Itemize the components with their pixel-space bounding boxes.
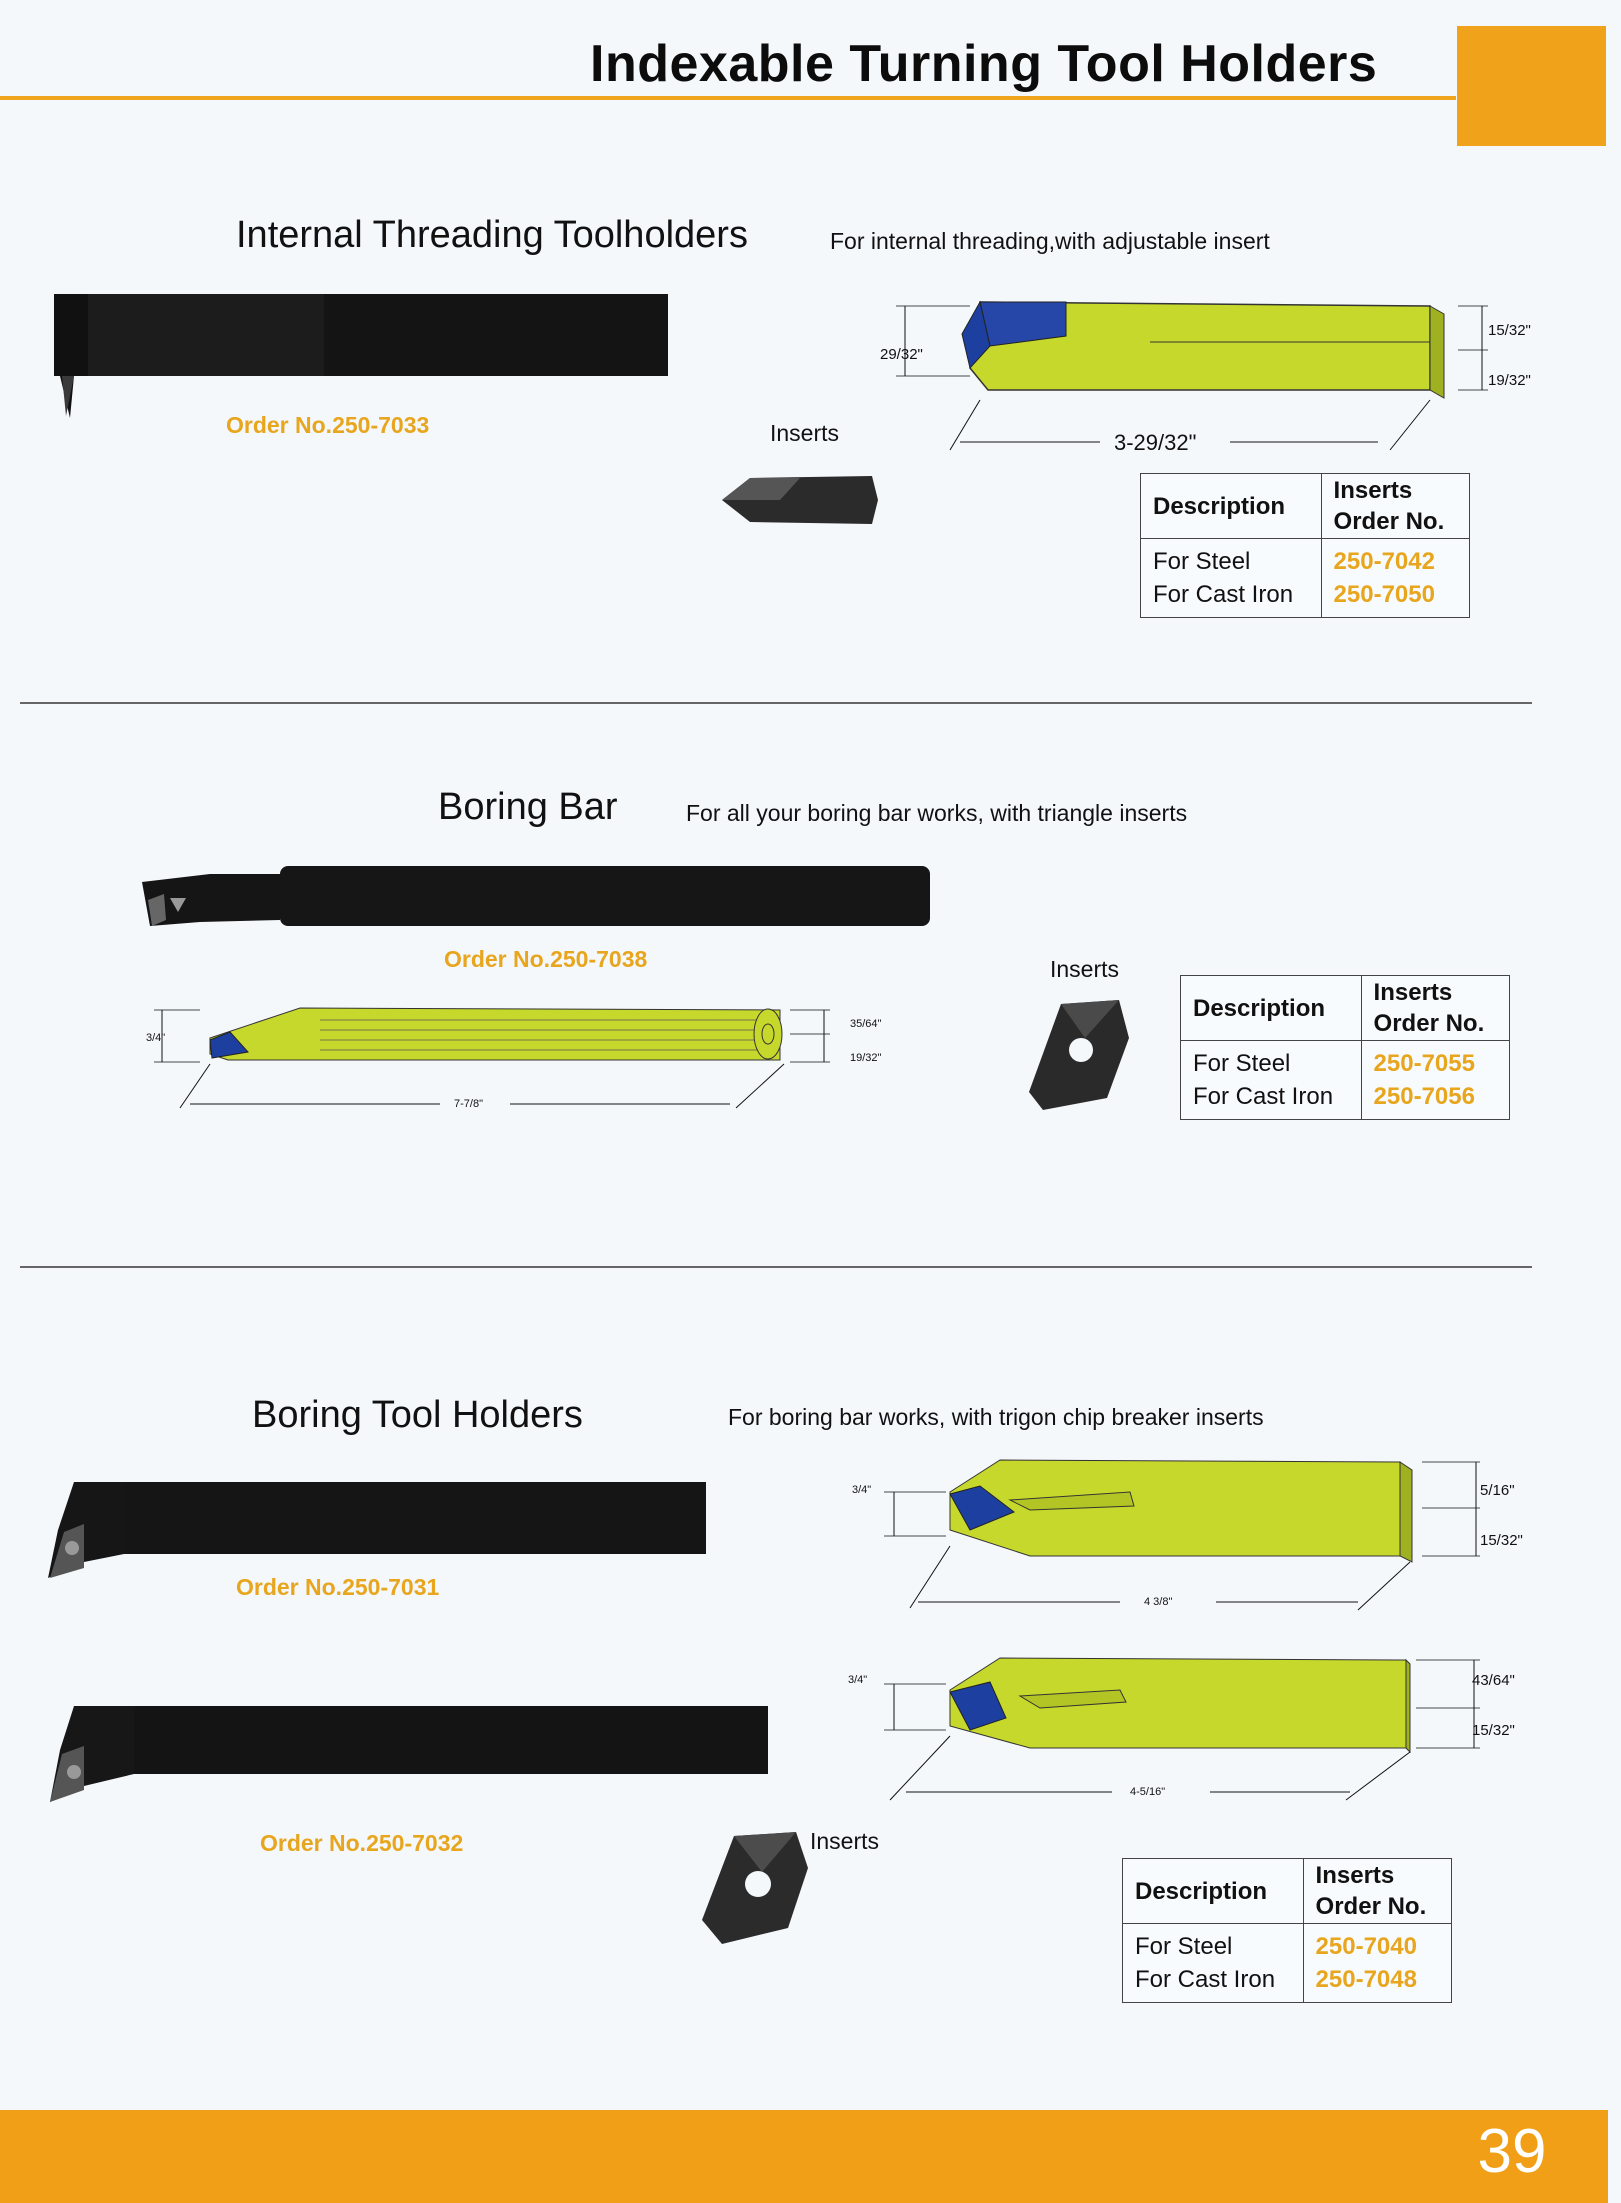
dim-bottom-section1: 19/32": [1488, 372, 1531, 389]
table-header-inserts: Inserts: [1333, 477, 1413, 504]
table-header-description: Description: [1181, 976, 1362, 1041]
section-heading-boring-tool-holders: Boring Tool Holders: [252, 1394, 583, 1436]
section-divider: [20, 702, 1532, 704]
dim-height-section3a: 3/4": [852, 1484, 872, 1496]
table-cell-desc: For Cast Iron: [1153, 581, 1294, 608]
footer-bar: [0, 2110, 1608, 2203]
table-cell-order: 250-7040: [1315, 1933, 1417, 1960]
table-header-order: Order No.: [1333, 508, 1445, 535]
section-subtitle-boring-bar: For all your boring bar works, with triangle inserts: [686, 800, 1188, 826]
table-row-descriptions: [1141, 539, 1322, 618]
title-accent-block: [1457, 26, 1606, 146]
order-number-7038: Order No.250-7038: [444, 946, 648, 972]
table-cell-desc: For Steel: [1153, 548, 1251, 575]
dim-top-section2: 35/64": [850, 1018, 882, 1030]
page-number: 39: [1477, 2117, 1547, 2186]
section-subtitle-boring-tool-holders: For boring bar works, with trigon chip breaker inserts: [728, 1404, 1264, 1430]
table-row-orders: [1361, 1041, 1509, 1120]
dim-height-section2: 3/4": [146, 1032, 166, 1044]
table-cell-order: 250-7056: [1373, 1083, 1475, 1110]
boring-tool-holder-7031-image: [44, 1476, 714, 1586]
table-cell-desc: For Cast Iron: [1193, 1083, 1334, 1110]
table-header-description: Description: [1123, 1859, 1304, 1924]
internal-threading-holder-image: [40, 280, 680, 430]
table-cell-order: 250-7042: [1333, 548, 1435, 575]
table-header-order: Order No.: [1373, 1010, 1485, 1037]
inserts-label-section1: Inserts: [770, 420, 840, 446]
page-title: Indexable Turning Tool Holders: [590, 35, 1378, 93]
table-header-order-no: [1303, 1859, 1451, 1924]
table-cell-order: 250-7048: [1315, 1966, 1417, 1993]
inserts-label-section3: Inserts: [810, 1828, 880, 1854]
table-header-inserts: Inserts: [1315, 1862, 1395, 1889]
dim-top-section3b: 43/64": [1472, 1672, 1515, 1689]
section-heading-internal-threading: Internal Threading Toolholders: [236, 214, 748, 256]
dim-bottom-section2: 19/32": [850, 1052, 882, 1064]
trigon-insert-image: [700, 1828, 820, 1948]
table-row-orders: [1321, 539, 1469, 618]
table-cell-desc: For Cast Iron: [1135, 1966, 1276, 1993]
boring-bar-image: [130, 860, 940, 940]
internal-threading-drawing: [870, 290, 1550, 460]
boring-bar-drawing: [140, 996, 890, 1116]
table-header-order-no: [1321, 474, 1469, 539]
order-number-7032: Order No.250-7032: [260, 1830, 464, 1856]
section-heading-boring-bar: Boring Bar: [438, 786, 618, 828]
table-header-order: Order No.: [1315, 1893, 1427, 1920]
inserts-table-section2: [1180, 975, 1510, 1120]
dim-height-section3b: 3/4": [848, 1674, 868, 1686]
table-cell-desc: For Steel: [1193, 1050, 1291, 1077]
title-underline: [0, 96, 1456, 100]
inserts-table-section3: [1122, 1858, 1452, 2003]
order-number-7033: Order No.250-7033: [226, 412, 430, 438]
table-cell-order: 250-7055: [1373, 1050, 1475, 1077]
table-header-order-no: [1361, 976, 1509, 1041]
dim-length-section2: 7-7/8": [454, 1098, 483, 1110]
table-row-descriptions: [1181, 1041, 1362, 1120]
dim-height-section1: 29/32": [880, 346, 923, 363]
dim-top-section3a: 5/16": [1480, 1482, 1515, 1499]
dim-bottom-section3a: 15/32": [1480, 1532, 1523, 1549]
inserts-label-section2: Inserts: [1050, 956, 1120, 982]
inserts-table-section1: [1140, 473, 1470, 618]
section-divider: [20, 1266, 1532, 1268]
table-header-inserts: Inserts: [1373, 979, 1453, 1006]
boring-tool-holder-drawing-b: [850, 1640, 1550, 1810]
threading-insert-image: [720, 470, 880, 530]
table-cell-order: 250-7050: [1333, 581, 1435, 608]
table-header-description: Description: [1141, 474, 1322, 539]
table-row-descriptions: [1123, 1924, 1304, 2003]
table-cell-desc: For Steel: [1135, 1933, 1233, 1960]
table-row-orders: [1303, 1924, 1451, 2003]
boring-tool-holder-drawing-a: [850, 1450, 1550, 1620]
dim-top-section1: 15/32": [1488, 322, 1531, 339]
triangle-insert-image: [1025, 998, 1135, 1114]
dim-bottom-section3b: 15/32": [1472, 1722, 1515, 1739]
order-number-7031: Order No.250-7031: [236, 1574, 440, 1600]
dim-length-section3b: 4-5/16": [1130, 1786, 1166, 1798]
section-subtitle-internal-threading: For internal threading,with adjustable insert: [830, 228, 1270, 254]
dim-length-section1: 3-29/32": [1114, 430, 1197, 455]
dim-length-section3a: 4 3/8": [1144, 1596, 1173, 1608]
boring-tool-holder-7032-image: [44, 1702, 774, 1812]
